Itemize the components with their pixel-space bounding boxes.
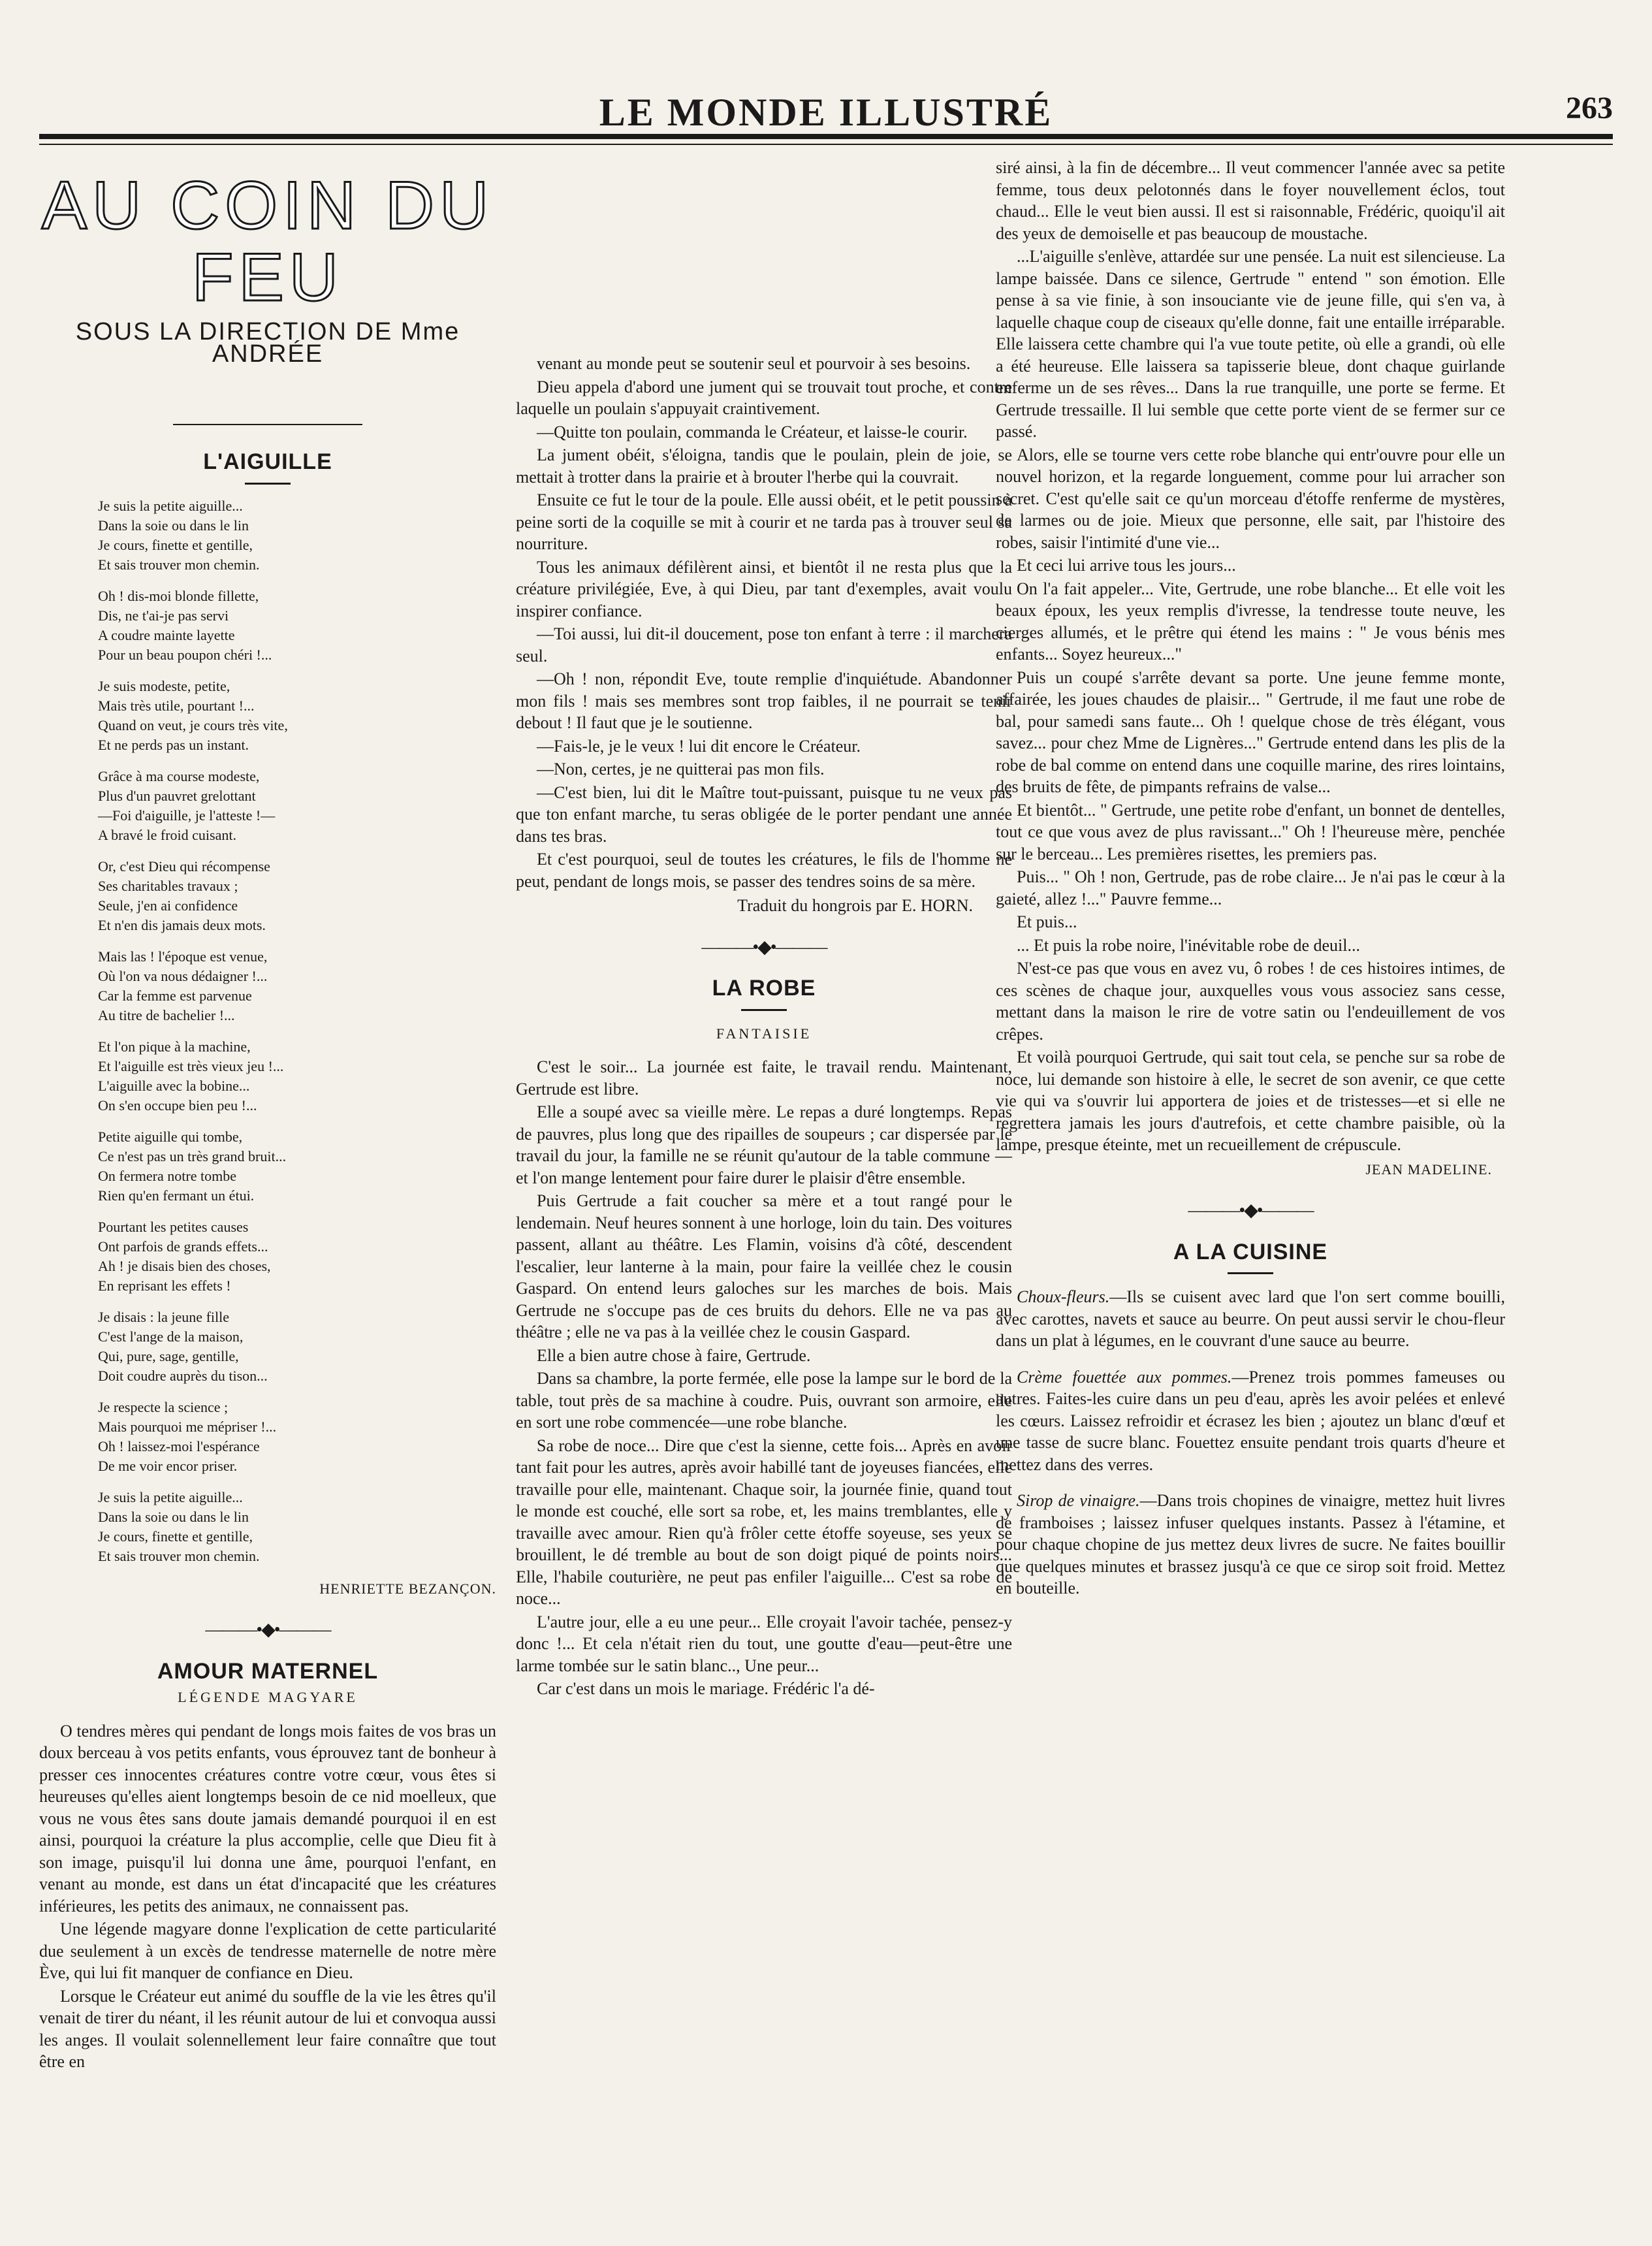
poem-line: Dans la soie ou dans le lin [98,1508,249,1525]
poem-stanza [98,1398,496,1476]
poem-line: Plus d'un pauvret grelottant [98,787,256,804]
poem-line: Je cours, finette et gentille, [98,536,253,553]
paragraph: Sa robe de noce... Dire que c'est la sienne, cette fois... Après en avoir tant fait pour les autres, après avoir habillé tant de joyeuses fiancées, elle travaille pour elle, maintenant. Chaque soir, la journée finie, quand tout le monde est couché, elle sort sa robe, et, les mains tremblantes, elle y travaille avec amour. Rien qu'à frôler cette étoffe soyeuse, ses yeux se brouillent, le dé tremble au bout de son doigt piqué de points noirs... Elle, l'habile couturière, ne peut pas enfiler l'aiguille... C'est sa robe de noce... [516,1436,1012,1608]
paragraph: Lorsque le Créateur eut animé du souffle de la vie les êtres qu'il venait de tirer du néant, il les réunit autour de lui et convoqua aussi les anges. Il voulait solennellement leur faire connaître que tout être en [39,1986,496,2071]
paragraph: Et puis... [1017,912,1077,931]
poem-line: De me voir encor priser. [98,1457,238,1474]
poem-line: Je suis la petite aiguille... [98,497,243,514]
recipe [996,1286,1505,1352]
paragraph: Elle a bien autre chose à faire, Gertrude. [537,1345,811,1365]
poem-line: A coudre mainte layette [98,626,235,643]
poem-line: Mais las ! l'époque est venue, [98,948,268,965]
poem-line: Seule, j'en ai confidence [98,897,238,914]
recipe [996,1366,1505,1476]
poem-stanza [98,857,496,935]
poem-line: Pour un beau poupon chéri !... [98,646,272,663]
poem-line: Rien qu'en fermant un étui. [98,1187,255,1204]
poem-line: Car la femme est parvenue [98,987,252,1004]
paragraph: —Oh ! non, répondit Eve, toute remplie d'inquiétude. Abandonner mon fils ! mais ses membres sont trop faibles, il ne pourrait se tenir debout ! Il faut que je le soutienne. [516,669,1012,732]
column-1 [39,157,496,2074]
poem-line: Et n'en dis jamais deux mots. [98,916,266,933]
poem-stanza [98,496,496,575]
poem-line: Mais pourquoi me mépriser !... [98,1418,277,1435]
translator-credit: Traduit du hongrois par E. HORN. [737,896,973,915]
poem-line: —Foi d'aiguille, je l'atteste !— [98,807,276,824]
article-title: AMOUR MATERNEL [157,1658,379,1684]
poem-line: Pourtant les petites causes [98,1218,249,1235]
paragraph: —C'est bien, lui dit le Maître tout-puissant, puisque tu ne veux pas que ton enfant marche, tu seras obligée de le porter pendant une année dans tes bras. [516,782,1012,846]
paragraph: Ensuite ce fut le tour de la poule. Elle aussi obéit, et le petit poussin à peine sorti de la coquille se mit à courir et ne tarda pas à trouver seul sa nourriture. [516,490,1012,553]
divider [741,1009,787,1011]
fleuron-divider: ———•◆•——— [1188,1200,1313,1221]
poem-stanza [98,1488,496,1566]
poem [98,496,496,1566]
poem-line: Et sais trouver mon chemin. [98,1547,260,1564]
poem-line: Ses charitables travaux ; [98,877,238,894]
poem-stanza [98,1127,496,1206]
paragraph: Une légende magyare donne l'explication de cette particularité due seulement à un excès de tendresse maternelle de notre mère Ève, qui lui fit manquer de confiance en Dieu. [39,1919,496,1982]
publication-title: LE MONDE ILLUSTRÉ [599,91,1053,134]
recipe-text: —Ils se cuisent avec lard que l'on sert comme bouilli, avec carottes, navets et sauce au beurre. On peut aussi servir le chou-fleur dans un plat à légumes, en le couvrant d'une sauce au beurre. [996,1287,1505,1350]
poem-line: Je disais : la jeune fille [98,1308,229,1325]
paragraph: O tendres mères qui pendant de longs mois faites de vos bras un doux berceau à vos petits enfants, vous éprouvez tant de bonheur à presser ces innocentes créatures contre votre cœur, vous êtes si heureuses qu'elles aient longtemps besoin de ce nid moelleux, que vous ne vous êtes sans doute jamais demandé pourquoi il en est ainsi, pourquoi la créature la plus accomplie, celle que Dieu fit à son image, puisqu'il lui donna une âme, pourquoi l'enfant, en venant au monde, est dans un état d'incapacité que les créatures inférieures, les petits des animaux, ne connaissent pas. [39,1721,496,1916]
poem-stanza [98,767,496,845]
paragraph: On l'a fait appeler... Vite, Gertrude, une robe blanche... Et elle voit les beaux époux, les yeux remplis d'ivresse, la tendresse toute neuve, les cierges allumés, et le prêtre qui étend les mains : " Je vous bénis mes enfants... Soyez heureux..." [996,579,1505,664]
paragraph: Puis un coupé s'arrête devant sa porte. Une jeune femme monte, affairée, les joues chaudes de plaisir... " Gertrude, il me faut une robe de bal, pour samedi sans faute... Oh ! quelque chose de très élégant, vous savez... pour chez Mme de Lignères..." Gertrude entend dans les plis de la robe de bal comme on entend dans une coquille marine, des rires lointains, des bruits de fête, de pimpants refrains de valse... [996,667,1505,796]
poem-line: Je respecte la science ; [98,1398,229,1415]
masthead-rule-thin [39,144,1613,145]
poem-line: Mais très utile, pourtant !... [98,697,255,714]
poem-line: On s'en occupe bien peu !... [98,1097,257,1114]
recipe-text: —Dans trois chopines de vinaigre, mettez huit livres de framboises ; laissez infuser quelques instants. Passez à l'étamine, et pour chaque chopine de jus mettez deux livres de sucre. Ne faites bouillir que quelques minutes et brassez jusqu'à ce que ce sirop soit froid. Mettez en bouteille. [996,1491,1505,1597]
page-number: 263 [1566,91,1613,125]
paragraph: La jument obéit, s'éloigna, tandis que le poulain, plein de joie, se mettait à trotter dans la prairie et à brouter l'herbe qui la couvrait. [516,445,1012,487]
poem-stanza [98,586,496,665]
recipe-name: Sirop de vinaigre. [1017,1491,1140,1510]
poem-line: Ah ! je disais bien des choses, [98,1257,271,1274]
column-2 [516,353,1012,1701]
poem-line: L'aiguille avec la bobine... [98,1077,250,1094]
recipe-text: —Prenez trois pommes fameuses ou autres. Faites-les cuire dans un peu d'eau, après les avoir pelées et enlevé les cœurs. Laissez refroidir et écrasez les bien ; ajoutez un blanc d'œuf et une tasse de sucre blanc. Fouettez ensuite pendant trois quarts d'heure et mettez dans des verres. [996,1367,1506,1474]
poem-line: Où l'on va nous dédaigner !... [98,967,268,984]
article-subtitle: FANTAISIE [716,1025,812,1042]
paragraph: —Non, certes, je ne quitterai pas mon fils. [537,760,825,778]
paragraph: L'autre jour, elle a eu une peur... Elle croyait l'avoir tachée, pensez-y donc !... Et cela n'était rien du tout, une goutte d'eau—peut-être une larme tombée sur le satin blanc.., Une peur... [516,1612,1012,1675]
recipe-name: Choux-fleurs. [1017,1287,1110,1306]
poem-line: C'est l'ange de la maison, [98,1328,244,1345]
article-body [516,1056,1012,1700]
poem-line: Et sais trouver mon chemin. [98,556,260,573]
paragraph: Et voilà pourquoi Gertrude, qui sait tout cela, se penche sur sa robe de noce, lui demande son histoire à elle, le secret de son avenir, ce que cette vie qui va s'ouvrir lui apportera de joies et de tristesses—et si elle ne regrettera jamais les jours d'autrefois, et cette chambre paisible, où la lampe, presque éteinte, met un recueillement de crépuscule. [996,1048,1505,1154]
paragraph: Alors, elle se tourne vers cette robe blanche qui entr'ouvre pour elle un nouvel horizon, et la regarde longuement, comme pour lui arracher son secret. C'est qu'elle sait ce qu'un morceau d'étoffe renferme de mystères, de larmes ou de joie. Mieux que personne, elle sait, par l'histoire des robes, saisir l'intimité d'une vie... [996,445,1505,552]
poem-line: Grâce à ma course modeste, [98,767,260,784]
paragraph: Car c'est dans un mois le mariage. Frédéric l'a dé- [537,1679,875,1698]
poem-line: Dans la soie ou dans le lin [98,517,249,534]
poem-line: Doit coudre auprès du tison... [98,1367,268,1384]
poem-stanza [98,1217,496,1296]
poem-stanza [98,1037,496,1115]
poem-line: Je suis la petite aiguille... [98,1488,243,1505]
poem-line: Je cours, finette et gentille, [98,1528,253,1545]
paragraph: ... Et puis la robe noire, l'inévitable robe de deuil... [1017,935,1360,955]
paragraph: Elle a soupé avec sa vieille mère. Le repas a duré longtemps. Repas de pauvres, plus long que des ripailles de soupeurs ; car dispersée par le travail du jour, la famille ne se réunit qu'autour de la table commune — et l'on mange lentement pour faire durer le plaisir d'être ensemble. [516,1102,1012,1187]
paragraph: N'est-ce pas que vous en avez vu, ô robes ! de ces histoires intimes, de ces scènes de chaque jour, auxquelles vous vous associez sans cesse, mettant dans la maison le rire de votre satin ou l'endeuillement de vos crêpes. [996,959,1505,1044]
poem-line: En reprisant les effets ! [98,1277,231,1294]
poem-line: Oh ! dis-moi blonde fillette, [98,587,259,604]
poem-line: Ont parfois de grands effets... [98,1238,268,1255]
paragraph: venant au monde peut se soutenir seul et pourvoir à ses besoins. [537,354,971,373]
poem-title: L'AIGUILLE [203,449,332,474]
divider [1228,1272,1273,1274]
paragraph: Puis Gertrude a fait coucher sa mère et a tout rangé pour le lendemain. Neuf heures sonnent à une horloge, loin du tain. Des voitures passent, allant au théâtre. Les Flamin, voisins d'à côté, descendent l'escalier, leur lanterne à la main, pour faire la veillée chez le cousin Gaspard. On entend leurs galoches sur les marches de bois. Mais Gertrude ne s'occupe pas de ces bruits du dehors. Elle ne va pas au théâtre ; elle ne va pas à la veillée chez le cousin Gaspard. [516,1191,1012,1341]
recipe [996,1490,1505,1599]
divider [173,424,362,425]
poem-line: Au titre de bachelier !... [98,1006,235,1023]
column-3 [996,157,1505,1614]
masthead-rule-thick [39,134,1613,139]
poem-signature: HENRIETTE BEZANÇON. [319,1580,496,1597]
paragraph: Et c'est pourquoi, seul de toutes les créatures, le fils de l'homme ne peut, pendant de longs mois, se passer des tendres soins de sa mère. [516,850,1012,891]
poem-line: Ce n'est pas un très grand bruit... [98,1147,287,1164]
paragraph: —Toi aussi, lui dit-il doucement, pose ton enfant à terre : il marchera seul. [516,624,1012,666]
poem-line: Dis, ne t'ai-je pas servi [98,607,229,624]
paragraph: Et bientôt... " Gertrude, une petite robe d'enfant, un bonnet de dentelles, tout ce que vous avez de plus ravissant..." Oh ! l'heureuse mère, penchée sur le berceau... Les premières risettes, les premiers pas. [996,800,1505,863]
poem-line: Je suis modeste, petite, [98,677,230,694]
paragraph: Tous les animaux défilèrent ainsi, et bientôt il ne resta plus que la créature privilégiée, Eve, à qui Dieu, par tant d'exemples, avait voulu inspirer confiance. [516,557,1012,620]
paragraph: Dans sa chambre, la porte fermée, elle pose la lampe sur le bord de la table, tout près de sa machine à coudre. Puis, ouvrant son armoire, elle en sort une robe commencée—une robe blanche. [516,1369,1012,1432]
poem-line: Qui, pure, sage, gentille, [98,1347,239,1364]
section-header-title: AU COIN DU FEU [41,168,494,315]
article-title: LA ROBE [712,976,816,1001]
poem-line: Et l'aiguille est très vieux jeu !... [98,1057,284,1074]
poem-line: Quand on veut, je cours très vite, [98,716,288,733]
article-body-continued [996,157,1505,1156]
article-body [39,1720,496,2073]
paragraph: Puis... " Oh ! non, Gertrude, pas de robe claire... Je n'ai pas le cœur à la gaieté, allez !..." Pauvre femme... [996,867,1505,908]
paragraph: Et ceci lui arrive tous les jours... [1017,556,1236,575]
poem-stanza [98,947,496,1025]
paragraph: —Quitte ton poulain, commanda le Créateur, et laisse-le courir. [537,422,968,441]
poem-line: A bravé le froid cuisant. [98,826,236,843]
paragraph: siré ainsi, à la fin de décembre... Il veut commencer l'année avec sa petite femme, tous deux pelotonnés dans le foyer nouvellement éclos, tout chaud... Elle le veut bien aussi. Il est si raisonnable, Frédéric, quoiqu'il ait des yeux de demoiselle et pas beaucoup de moustache. [996,158,1505,243]
article-body-continued [516,353,1012,892]
poem-line: Oh ! laissez-moi l'espérance [98,1437,260,1454]
paragraph: —Fais-le, je le veux ! lui dit encore le Créateur. [537,736,861,756]
poem-stanza [98,677,496,755]
poem-line: Or, c'est Dieu qui récompense [98,858,270,874]
poem-line: Petite aiguille qui tombe, [98,1128,243,1145]
paragraph: Dieu appela d'abord une jument qui se trouvait tout proche, et contre laquelle un poulain s'appuyait craintivement. [516,377,1012,418]
poem-line: Et ne perds pas un instant. [98,736,249,753]
fleuron-divider: ———•◆•——— [205,1620,330,1640]
recipe-name: Crème fouettée aux pommes. [1017,1367,1232,1387]
paragraph: C'est le soir... La journée est faite, le travail rendu. Maintenant, Gertrude est libre. [516,1057,1012,1099]
recipes [996,1286,1505,1599]
fleuron-divider: ———•◆•——— [701,937,827,957]
article-subtitle: LÉGENDE MAGYARE [178,1689,358,1705]
section-header-subtitle: SOUS LA DIRECTION DE Mme ANDRÉE [75,318,460,368]
article-title: A LA CUISINE [1173,1239,1328,1264]
paragraph: ...L'aiguille s'enlève, attardée sur une pensée. La nuit est silencieuse. La lampe baissée. Dans ce silence, Gertrude " entend " son émotion. Elle pense à sa vie finie, à son insouciante vie de jeune fille, qui s'en va, à laquelle chaque coup de ciseaux qu'elle donne, fait une entaille irréparable. Elle laissera cette chambre qui l'a vue toute petite, où elle a grandi, où elle a été heureuse. Elle laissera sa tapisserie bleue, dont chaque guirlande enferme un de ses rêves... Dans la rue tranquille, une porte se ferme. Et Gertrude tressaille. Il lui semble que cette porte vient de se fermer sur ce passé. [996,247,1505,441]
article-signature: JEAN MADELINE. [1365,1161,1492,1178]
divider [245,483,291,485]
poem-stanza [98,1307,496,1386]
poem-line: Et l'on pique à la machine, [98,1038,251,1055]
poem-line: On fermera notre tombe [98,1167,236,1184]
